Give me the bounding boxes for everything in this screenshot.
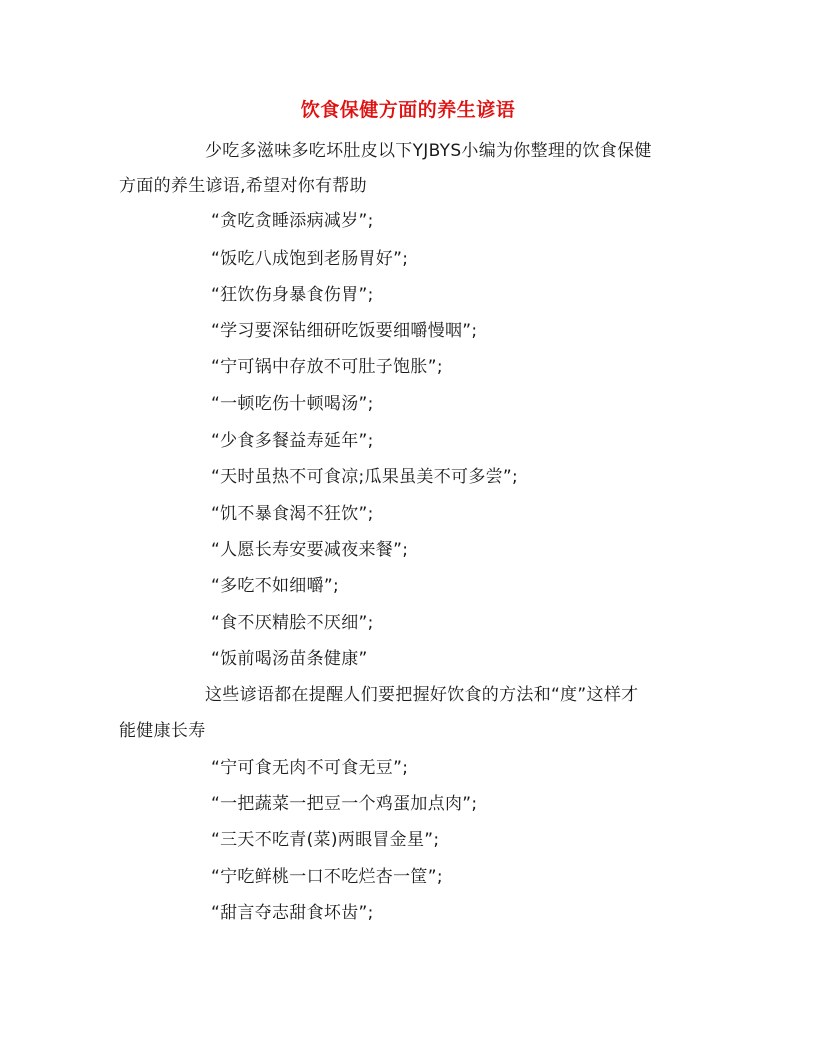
proverb-item: “饭前喝汤苗条健康” xyxy=(211,649,368,669)
proverb-item: “饥不暴食渴不狂饮”; xyxy=(211,504,374,524)
proverb-item: “食不厌精脍不厌细”; xyxy=(211,613,374,633)
proverb-item: “一顿吃伤十顿喝汤”; xyxy=(211,394,374,414)
proverb-item: “学习要深钻细研吃饭要细嚼慢咽”; xyxy=(211,321,478,341)
proverb-item: “宁可食无肉不可食无豆”; xyxy=(211,758,409,778)
proverb-item: “少食多餐益寿延年”; xyxy=(211,431,374,451)
intro-line-1: 少吃多滋味多吃坏肚皮以下YJBYS小编为你整理的饮食保健 xyxy=(205,141,652,161)
proverb-item: “三天不吃青(菜)两眼冒金星”; xyxy=(211,830,440,850)
proverb-item: “甜言夺志甜食坏齿”; xyxy=(211,903,374,923)
page-title: 饮食保健方面的养生谚语 xyxy=(300,99,516,121)
proverb-item: “人愿长寿安要减夜来餐”; xyxy=(211,540,409,560)
proverb-item: “宁吃鲜桃一口不吃烂杏一筐”; xyxy=(211,867,443,887)
proverb-item: “多吃不如细嚼”; xyxy=(211,576,340,596)
proverb-item: “狂饮伤身暴食伤胃”; xyxy=(211,285,374,305)
proverb-item: “一把蔬菜一把豆一个鸡蛋加点肉”; xyxy=(211,794,478,814)
middle-line-2: 能健康长寿 xyxy=(119,721,206,741)
proverb-item: “宁可锅中存放不可肚子饱胀”; xyxy=(211,357,443,377)
proverb-item: “饭吃八成饱到老肠胃好”; xyxy=(211,249,409,269)
proverb-item: “贪吃贪睡添病减岁”; xyxy=(211,211,374,231)
intro-line-2: 方面的养生谚语,希望对你有帮助 xyxy=(119,176,367,196)
middle-line-1: 这些谚语都在提醒人们要把握好饮食的方法和“度”这样才 xyxy=(205,685,639,705)
proverb-item: “天时虽热不可食凉;瓜果虽美不可多尝”; xyxy=(211,467,519,487)
